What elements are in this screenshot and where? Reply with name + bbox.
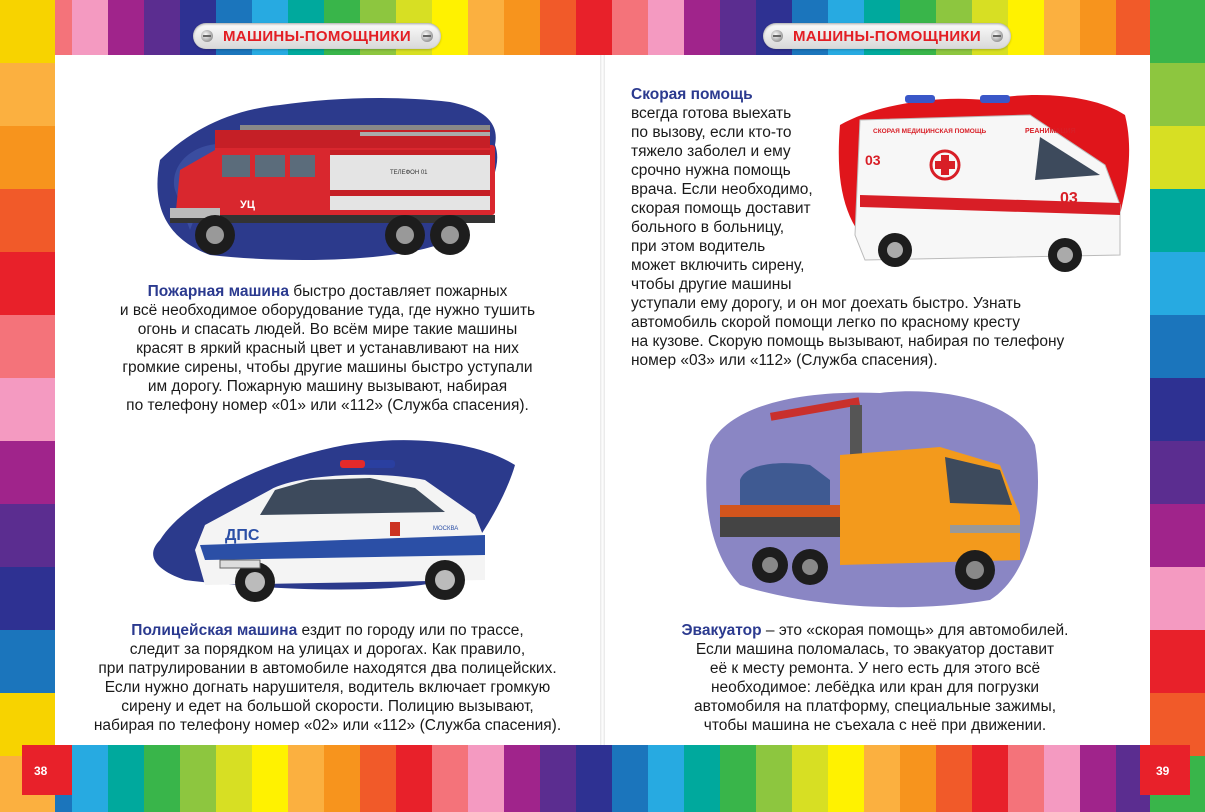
frame-stripe bbox=[360, 745, 396, 812]
frame-stripe bbox=[1116, 0, 1152, 55]
bolt-icon bbox=[201, 30, 213, 42]
frame-stripe bbox=[1150, 189, 1205, 252]
police-car-line: ездит по городу или по трассе, bbox=[297, 622, 524, 639]
tow-truck-line: чтобы машина не съехала с неё при движении. bbox=[703, 717, 1047, 734]
police-car-illustration bbox=[145, 430, 525, 610]
ambulance-line: тяжело заболел и ему bbox=[631, 143, 791, 160]
frame-stripe bbox=[468, 745, 504, 812]
ambulance-line: на кузове. Скорую помощь вызывают, набирая по телефону bbox=[631, 333, 1065, 350]
frame-stripe bbox=[864, 745, 900, 812]
frame-stripe bbox=[612, 0, 648, 55]
police-car-side-label: ДПС bbox=[225, 527, 260, 544]
frame-stripe bbox=[0, 504, 55, 567]
frame-stripe bbox=[1008, 0, 1044, 55]
police-car-line: Если нужно догнать нарушителя, водитель включает громкую bbox=[104, 679, 551, 696]
frame-stripe bbox=[1150, 504, 1205, 567]
ambulance-line: скорая помощь доставит bbox=[631, 200, 811, 217]
fire-truck-line: быстро доставляет пожарных bbox=[288, 283, 508, 300]
tow-truck-line: необходимое: лебёдка или кран для погрузки bbox=[710, 679, 1040, 696]
frame-stripe bbox=[72, 745, 108, 812]
tow-truck-line: – это «скорая помощь» для автомобилей. bbox=[761, 622, 1069, 639]
frame-stripe bbox=[108, 745, 144, 812]
frame-stripe bbox=[1080, 0, 1116, 55]
right-header-badge bbox=[763, 23, 1011, 49]
ambulance-line: врача. Если необходимо, bbox=[631, 181, 813, 198]
fire-truck-line: им дорогу. Пожарную машину вызывают, набирая bbox=[147, 378, 508, 395]
right-header-title: МАШИНЫ-ПОМОЩНИКИ bbox=[793, 27, 981, 45]
frame-stripe bbox=[792, 745, 828, 812]
ambulance-side-number: 03 bbox=[1060, 190, 1078, 207]
police-car-paragraph bbox=[55, 621, 600, 735]
frame-stripe bbox=[540, 745, 576, 812]
frame-stripe bbox=[0, 315, 55, 378]
police-car-line: набирая по телефону номер «02» или «112» (Служба спасения). bbox=[93, 717, 562, 734]
ambulance-line: по вызову, если кто-то bbox=[631, 124, 792, 141]
frame-stripe bbox=[576, 745, 612, 812]
frame-stripe bbox=[1150, 252, 1205, 315]
frame-stripe bbox=[72, 0, 108, 55]
fire-truck-line: красят в яркий красный цвет и устанавливают на них bbox=[136, 340, 519, 357]
frame-stripe bbox=[0, 189, 55, 252]
frame-stripe bbox=[0, 126, 55, 189]
frame-stripe bbox=[684, 745, 720, 812]
frame-stripe bbox=[504, 745, 540, 812]
police-car-door-label: МОСКВА bbox=[433, 526, 459, 532]
left-header-title: МАШИНЫ-ПОМОЩНИКИ bbox=[223, 27, 411, 45]
ambulance-line: автомобиль скорой помощи легко по красному кресту bbox=[631, 314, 1020, 331]
frame-stripe bbox=[1150, 126, 1205, 189]
frame-stripe bbox=[648, 0, 684, 55]
ambulance-heading: Скорая помощь bbox=[631, 86, 753, 103]
frame-stripe bbox=[1150, 378, 1205, 441]
frame-stripe bbox=[216, 745, 252, 812]
tow-truck-heading: Эвакуатор bbox=[681, 622, 762, 639]
frame-stripe bbox=[648, 745, 684, 812]
ambulance-line: при этом водитель bbox=[631, 238, 766, 255]
fire-truck-line: по телефону номер «01» или «112» (Служба спасения). bbox=[126, 397, 529, 414]
frame-stripe bbox=[108, 0, 144, 55]
ambulance-line: срочно нужна помощь bbox=[631, 162, 791, 179]
ambulance-line: уступали ему дорогу, и он мог доехать быстро. Узнать bbox=[631, 295, 1022, 312]
fire-truck-illustration bbox=[150, 90, 510, 270]
police-car-heading: Полицейская машина bbox=[131, 622, 298, 639]
frame-stripe bbox=[396, 745, 432, 812]
frame-stripe bbox=[1080, 745, 1116, 812]
frame-stripe bbox=[936, 745, 972, 812]
frame-stripe bbox=[684, 0, 720, 55]
frame-stripe bbox=[144, 745, 180, 812]
ambulance-line: всегда готова выехать bbox=[631, 105, 792, 122]
frame-stripe bbox=[432, 745, 468, 812]
frame-stripe bbox=[504, 0, 540, 55]
police-car-line: следит за порядком на улицах и дорогах. Как правило, bbox=[129, 641, 526, 658]
tow-truck-line: её к месту ремонта. У него есть для этого всё bbox=[709, 660, 1041, 677]
frame-stripe bbox=[540, 0, 576, 55]
frame-stripe bbox=[0, 63, 55, 126]
frame-stripe bbox=[0, 252, 55, 315]
frame-stripe bbox=[144, 0, 180, 55]
police-car-line: сирену и едет на большой скорости. Полицию вызывают, bbox=[121, 698, 534, 715]
frame-stripe bbox=[720, 0, 756, 55]
frame-stripe bbox=[468, 0, 504, 55]
frame-stripe bbox=[0, 567, 55, 630]
frame-stripe bbox=[0, 378, 55, 441]
tow-truck-paragraph bbox=[605, 621, 1145, 735]
frame-stripe bbox=[1150, 63, 1205, 126]
fire-truck-side-label: ТЕЛЕФОН 01 bbox=[390, 170, 428, 176]
frame-stripe bbox=[0, 0, 55, 63]
fire-truck-line: громкие сирены, чтобы другие машины быстро уступали bbox=[122, 359, 533, 376]
tow-truck-line: Если машина поломалась, то эвакуатор доставит bbox=[695, 641, 1055, 658]
frame-stripe bbox=[1044, 0, 1080, 55]
ambulance-line: чтобы другие машины bbox=[631, 276, 792, 293]
ambulance-illustration bbox=[835, 85, 1135, 285]
frame-stripe bbox=[324, 745, 360, 812]
frame-stripe bbox=[1150, 567, 1205, 630]
fire-truck-door-label: УЦ bbox=[240, 199, 255, 211]
left-page-number: 38 bbox=[34, 764, 48, 778]
ambulance-line: номер «03» или «112» (Служба спасения). bbox=[631, 352, 938, 369]
ambulance-line: может включить сирену, bbox=[631, 257, 805, 274]
police-car-line: при патрулировании в автомобиле находятся два полицейских. bbox=[98, 660, 557, 677]
left-header-badge bbox=[193, 23, 441, 49]
frame-stripe bbox=[576, 0, 612, 55]
frame-stripe bbox=[1150, 441, 1205, 504]
frame-stripe bbox=[0, 630, 55, 693]
frame-stripe bbox=[252, 745, 288, 812]
frame-stripe bbox=[288, 745, 324, 812]
bolt-icon bbox=[421, 30, 433, 42]
ambulance-rear-number: 03 bbox=[865, 152, 881, 168]
frame-stripe bbox=[180, 745, 216, 812]
frame-stripe bbox=[0, 441, 55, 504]
right-page-number: 39 bbox=[1156, 764, 1170, 778]
fire-truck-line: огонь и спасать людей. Во всём мире такие машины bbox=[137, 321, 518, 338]
tow-truck-line: автомобиля на платформу, специальные зажимы, bbox=[693, 698, 1057, 715]
bolt-icon bbox=[771, 30, 783, 42]
fire-truck-paragraph bbox=[55, 282, 600, 415]
bolt-icon bbox=[991, 30, 1003, 42]
frame-stripe bbox=[756, 745, 792, 812]
ambulance-roof-label: СКОРАЯ МЕДИЦИНСКАЯ ПОМОЩЬ bbox=[873, 128, 987, 135]
frame-stripe bbox=[972, 745, 1008, 812]
ambulance-line: больного в больницу, bbox=[631, 219, 785, 236]
frame-stripe bbox=[1150, 630, 1205, 693]
frame-stripe bbox=[1150, 0, 1205, 63]
frame-stripe bbox=[1008, 745, 1044, 812]
fire-truck-line: и всё необходимое оборудование туда, где нужно тушить bbox=[119, 302, 536, 319]
frame-stripe bbox=[720, 745, 756, 812]
frame-stripe bbox=[828, 745, 864, 812]
fire-truck-heading: Пожарная машина bbox=[147, 283, 289, 300]
frame-stripe bbox=[1044, 745, 1080, 812]
frame-stripe bbox=[1150, 315, 1205, 378]
frame-stripe bbox=[612, 745, 648, 812]
ambulance-top-label: РЕАНИМАЦИЯ bbox=[1025, 128, 1076, 135]
tow-truck-illustration bbox=[700, 385, 1050, 615]
frame-stripe bbox=[900, 745, 936, 812]
